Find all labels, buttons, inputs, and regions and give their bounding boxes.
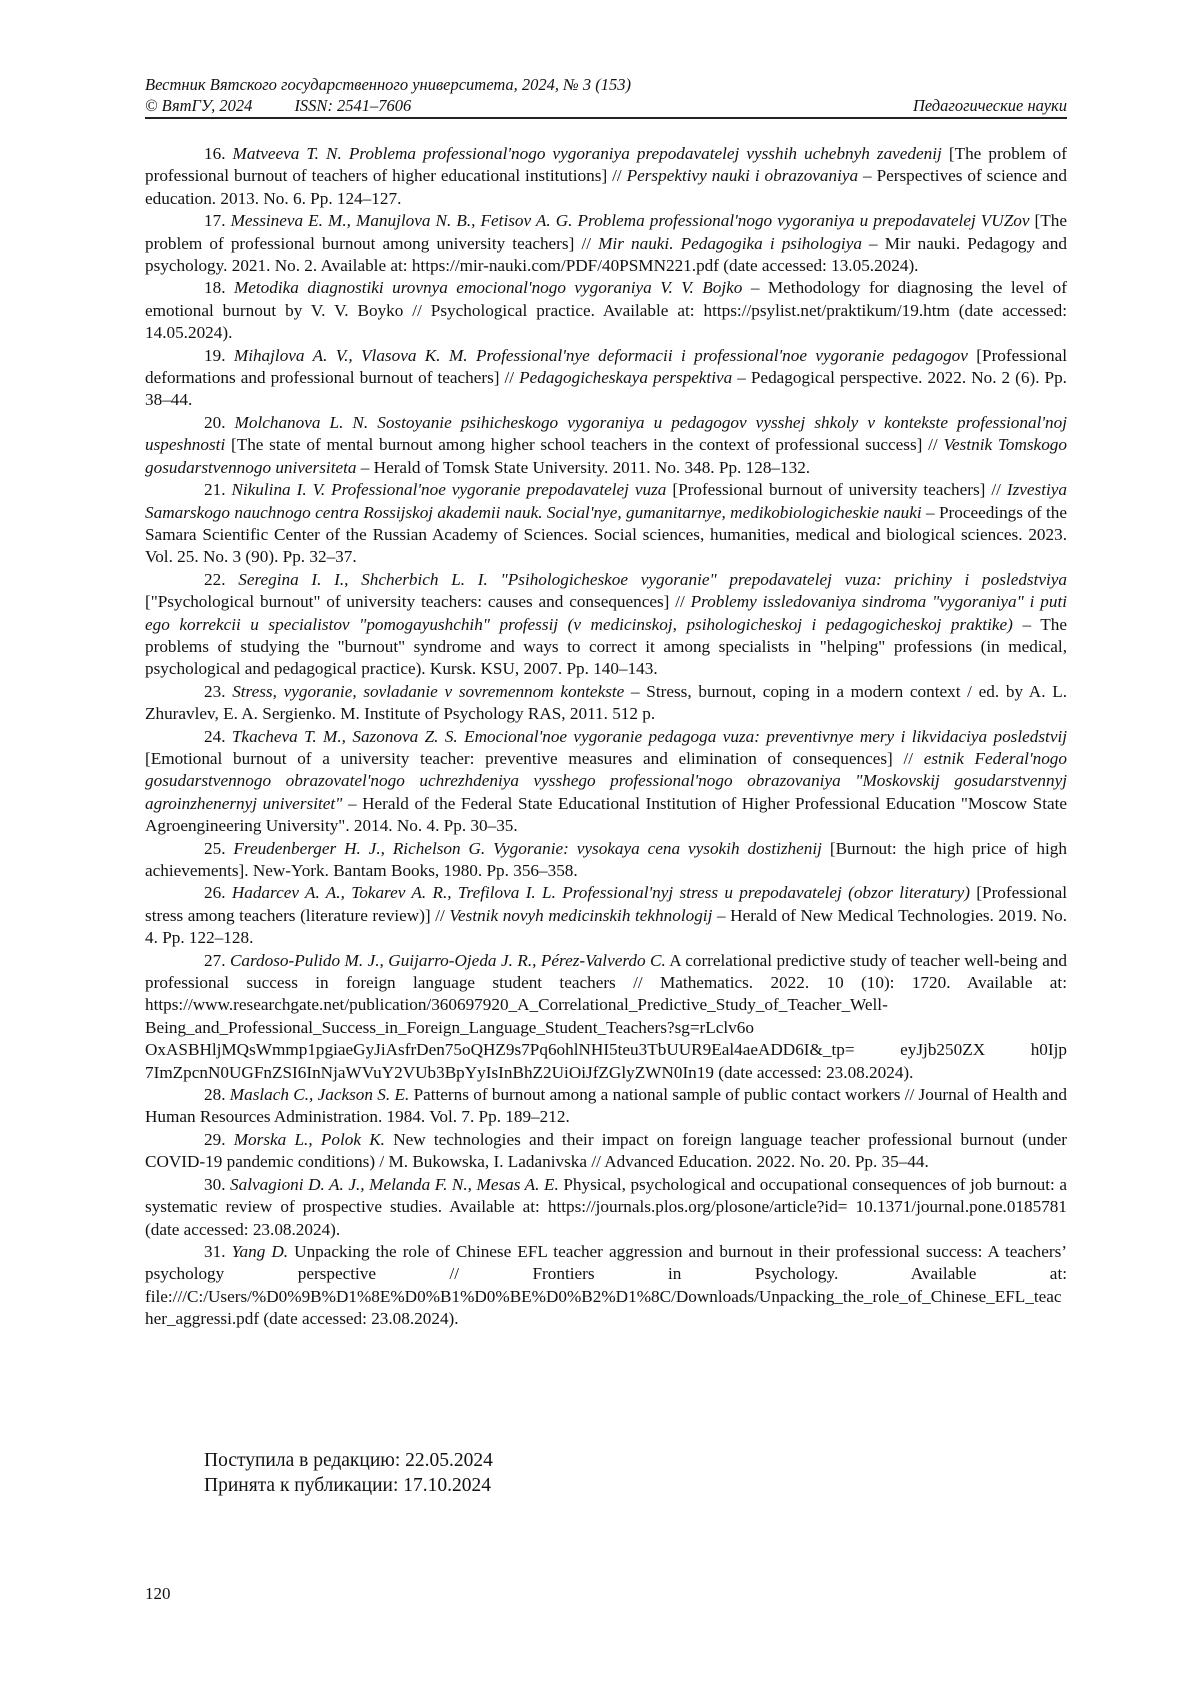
reference-authors-title: Metodika diagnostiki urovnya emocional'nogo vygoraniya V. V. Bojko	[233, 278, 743, 298]
reference-authors-title: Messineva E. M., Manujlova N. B., Fetisov A. G. Problema professional'nogo vygoraniya u prepodavatelej VUZov	[230, 211, 1030, 231]
header-meta	[145, 95, 1067, 116]
reference-text: [Professional stress among teachers (literature review)] //	[145, 883, 1068, 925]
reference-details: – The problems of studying the "burnout" syndrome and ways to correct it among specialists in "helping" professions (in medical, psychological and pedagogical practice). Kursk. KSU, 2007. Pp. 140–143.	[145, 614, 1067, 679]
reference-item	[145, 838, 1067, 883]
reference-authors-title: Hadarcev A. A., Tokarev A. R., Trefilova I. L. Professional'nyj stress u prepodavatelej (obzor literatury)	[231, 883, 970, 903]
reference-number: 30.	[204, 1174, 226, 1194]
issn: ISSN: 2541–7606	[294, 96, 412, 115]
reference-authors-title: Molchanova L. N. Sostoyanie psihicheskogo vygoraniya u pedagogov vysshej shkoly v kontekste professional'noj uspeshnosti	[145, 412, 1068, 455]
reference-authors-title: Mihajlova A. V., Vlasova K. M. Professional'nye deformacii i professional'noe vygoranie pedagogov	[233, 345, 968, 365]
reference-item	[145, 882, 1067, 949]
reference-source: Vestnik Tomskogo gosudarstvennogo universiteta	[145, 435, 1067, 477]
reference-item	[145, 277, 1067, 344]
reference-authors-title: Yang D.	[231, 1241, 289, 1261]
reference-source: Problemy issledovaniya sindroma "vygoraniya" i puti ego korrekcii u specialistov "pomogayushchih" professij (v medicinskoj, psihologicheskoj i pedagogicheskoj praktike)	[145, 592, 1067, 634]
reference-text: [The problem of professional burnout among university teachers] //	[145, 211, 1067, 253]
reference-source: Mir nauki. Pedagogika i psihologiya	[598, 233, 862, 253]
reference-item	[145, 1241, 1067, 1331]
reference-text: New technologies and their impact on foreign language teacher professional burnout (under COVID-19 pandemic conditions) / M. Bukowska, I. Ladanivska // Advanced Education. 2022. No. 20. Pp. 35–44.	[145, 1129, 1068, 1172]
reference-source: estnik Federal'nogo gosudarstvennogo obrazovatel'nogo uchrezhdeniya vysshego professional'nogo obrazovaniya "Moskovskij gosudarstvennyj agroinzhenernyj universitet"	[145, 748, 1067, 813]
journal-title: Вестник Вятского государственного университета, 2024, № 3 (153)	[145, 75, 631, 94]
copyright: © ВятГУ, 2024	[145, 96, 253, 115]
reference-authors-title: Nikulina I. V. Professional'noe vygoranie prepodavatelej vuza	[231, 480, 667, 500]
reference-item	[145, 210, 1067, 277]
reference-text: Physical, psychological and occupational consequences of job burnout: a systematic review of prospective studies. Available at: https://journals.plos.org/plosone/article?id= 10.1371/journal.pone.0185781 (date accessed: 23.08.2024).	[145, 1174, 1067, 1239]
reference-authors-title: Salvagioni D. A. J., Melanda F. N., Mesas A. E.	[230, 1174, 559, 1194]
reference-number: 21.	[204, 480, 226, 500]
reference-number: 26.	[204, 883, 226, 903]
reference-number: 29.	[204, 1129, 226, 1149]
reference-source: Izvestiya Samarskogo nauchnogo centra Rossijskoj akademii nauk. Social'nye, gumanitarnye, medikobiologicheskie nauki	[145, 480, 1067, 522]
reference-number: 22.	[204, 569, 226, 589]
accepted-date: Принята к публикации: 17.10.2024	[204, 1475, 492, 1496]
page-number: 120	[145, 1584, 171, 1603]
reference-number: 25.	[204, 838, 226, 858]
reference-details: – Herald of the Federal State Educational Institution of Higher Professional Education "Moscow State Agroengineering University". 2014. No. 4. Pp. 30–35.	[145, 793, 1067, 836]
reference-number: 27.	[204, 950, 226, 970]
reference-details: – Proceedings of the Samara Scientific Center of the Russian Academy of Sciences. Social sciences, humanities, medical and biological sciences. 2023. Vol. 25. No. 3 (90). Pp. 32–37.	[145, 502, 1068, 567]
reference-details: – Herald of New Medical Technologies. 2019. No. 4. Pp. 122–128.	[145, 905, 1067, 948]
reference-authors-title: Maslach C., Jackson S. E.	[229, 1085, 410, 1105]
reference-authors-title: Morska L., Polok K.	[233, 1129, 385, 1149]
reference-text: – Methodology for diagnosing the level of emotional burnout by V. V. Boyko // Psychological practice. Available at: https://psylist.net/praktikum/19.htm (date accessed: 14.05.2024).	[145, 278, 1067, 343]
reference-authors-title: Tkacheva T. M., Sazonova Z. S. Emocional'noe vygoranie pedagoga vuza: preventivnye mery i likvidaciya posledstvij	[231, 726, 1068, 746]
reference-number: 28.	[204, 1085, 226, 1105]
reference-item	[145, 1129, 1067, 1174]
reference-number: 24.	[204, 726, 226, 746]
reference-text: Patterns of burnout among a national sample of public contact workers // Journal of Health and Human Resources Administration. 1984. Vol. 7. Pp. 189–212.	[145, 1085, 1067, 1127]
publication-dates	[204, 1448, 493, 1498]
reference-number: 16.	[204, 144, 226, 163]
section-name: Педагогические науки	[912, 96, 1067, 115]
reference-list	[145, 143, 1067, 1331]
reference-text: [The state of mental burnout among higher school teachers in the context of professional success] //	[225, 435, 944, 455]
reference-item	[145, 726, 1067, 838]
reference-number: 18.	[204, 278, 226, 298]
received-date: Поступила в редакцию: 22.05.2024	[204, 1450, 493, 1471]
reference-item	[145, 569, 1067, 681]
reference-number: 17.	[204, 211, 226, 231]
reference-text: [Professional deformations and professional burnout of teachers] //	[145, 345, 1067, 388]
reference-item	[145, 143, 1067, 210]
reference-text: Unpacking the role of Chinese EFL teacher aggression and burnout in their professional success: A teachers’ psychology perspective // Frontiers in Psychology. Available at: file:///C:/Users/%D0%9B%D1%8E%D0%B1%D0%BE%D0%B2%D1%8C/Downloads/Unpacking_the_role_of_Chinese_EFL_teacher_aggressi.pdf (date accessed: 23.08.2024).	[145, 1241, 1068, 1329]
reference-authors-title: Freudenberger H. J., Richelson G. Vygoranie: vysokaya cena vysokih dostizhenij	[233, 838, 822, 858]
header-rule	[145, 117, 1067, 119]
reference-item	[145, 1174, 1067, 1241]
reference-source: Vestnik novyh medicinskih tekhnologij	[449, 905, 713, 925]
reference-authors-title: Matveeva T. N. Problema professional'nogo vygoraniya prepodavatelej vysshih uchebnyh zavedenij	[232, 144, 942, 163]
reference-text: [Burnout: the high price of high achievements]. New-York. Bantam Books, 1980. Pp. 356–358.	[145, 838, 1067, 880]
reference-authors-title: Seregina I. I., Shcherbich L. I. "Psihologicheskoe vygoranie" prepodavatelej vuza: prichiny i posledstviya	[238, 569, 1068, 589]
reference-details: – Mir nauki. Pedagogy and psychology. 2021. No. 2. Available at: https://mir-nauki.com/PDF/40PSMN221.pdf (date accessed: 13.05.2024).	[145, 233, 1067, 276]
reference-item	[145, 681, 1067, 726]
reference-item	[145, 950, 1067, 1084]
reference-source: Perspektivy nauki i obrazovaniya	[626, 166, 859, 186]
reference-authors-title: Cardoso-Pulido M. J., Guijarro-Ojeda J. R., Pérez-Valverdo C.	[229, 950, 666, 970]
reference-details: – Pedagogical perspective. 2022. No. 2 (6). Pp. 38–44.	[145, 368, 1067, 410]
reference-text: A correlational predictive study of teacher well-being and professional success in foreign language student teachers // Mathematics. 2022. 10 (10): 1720. Available at: https://www.researchgate.net/publication/360697920_A_Correlational_Predictive_Study_of_Teacher_Well-Being_and_Professional_Success_in_Foreign_Language_Student_Teachers?sg=rLclv6o OxASBHljMQsWmmp1pgiaeGyJiAsfrDen75oQHZ9s7Pq6ohlNHI5teu3TbUUR9Eal4aeADD6I&_tp= eyJjb250ZX h0Ijp 7ImZpcnN0UGFnZSI6InNjaWVuY2VUb3BpYyIsInBhZ2UiOiJfZGlyZWN0In19 (date accessed: 23.08.2024).	[145, 950, 1068, 1082]
reference-authors-title: Stress, vygoranie, sovladanie v sovremennom kontekste	[232, 681, 625, 701]
reference-number: 31.	[204, 1241, 226, 1261]
reference-number: 20.	[204, 412, 226, 432]
header-left	[145, 95, 411, 116]
reference-number: 23.	[204, 681, 226, 701]
reference-item	[145, 412, 1067, 479]
reference-text: – Stress, burnout, coping in a modern context / ed. by A. L. Zhuravlev, E. A. Sergienko. M. Institute of Psychology RAS, 2011. 512 p.	[145, 681, 1068, 724]
reference-text: ["Psychological burnout" of university teachers: causes and consequences] //	[145, 592, 691, 612]
reference-item	[145, 1084, 1067, 1129]
reference-source: Pedagogicheskaya perspektiva	[519, 368, 733, 388]
reference-text: [Emotional burnout of a university teacher: preventive measures and elimination of consequences] //	[145, 748, 924, 768]
reference-details: – Herald of Tomsk State University. 2011. No. 348. Pp. 128–132.	[356, 457, 811, 477]
reference-number: 19.	[204, 345, 226, 365]
reference-text: [Professional burnout of university teachers] //	[666, 480, 1007, 500]
reference-text: [The problem of professional burnout of teachers of higher educational institutions] //	[145, 144, 1068, 186]
reference-details: – Perspectives of science and education. 2013. No. 6. Pp. 124–127.	[145, 166, 1067, 208]
reference-item	[145, 345, 1067, 412]
reference-item	[145, 479, 1067, 569]
